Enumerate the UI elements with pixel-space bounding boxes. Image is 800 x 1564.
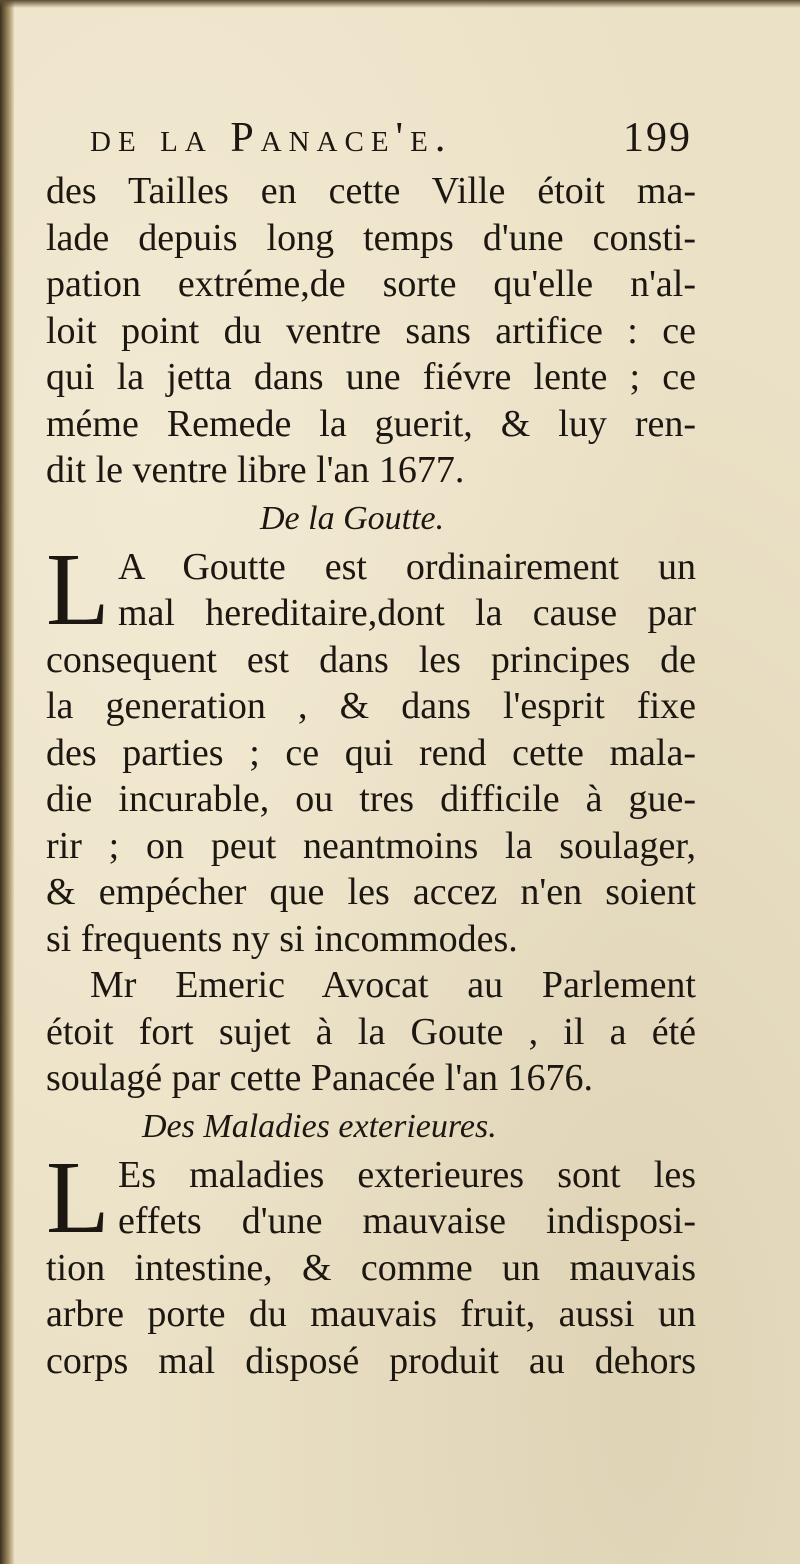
text-line: étoit fort sujet à la Goute , il a été [46,1010,696,1053]
text-line: corps mal disposé produit au dehors [46,1339,696,1382]
goutte-example-paragraph [46,962,696,1102]
text-line: pation extréme,de sorte qu'elle n'al- [46,263,696,305]
text-line: & empécher que les accez n'en soient [46,871,696,913]
section-title-maladies-exterieures: Des Maladies exterieures. [142,1107,497,1145]
text-line: die incurable, ou tres difficile à gue- [46,778,696,820]
page-top-edge [0,0,800,8]
text-line: A Goutte est ordinairement un [118,545,696,588]
drop-cap: L [46,1139,110,1255]
text-line: loit point du ventre sans artifice : ce [46,309,696,352]
text-line: rir ; on peut neantmoins la soulager, [46,824,696,867]
text-line: soulagé par cette Panacée l'an 1676. [46,1057,594,1099]
page-text-block [46,108,696,1384]
section-title-goutte: De la Goutte. [260,499,445,537]
text-line: des Tailles en cette Ville étoit ma- [46,170,696,212]
text-line: des parties ; ce qui rend cette mala- [46,731,696,774]
page-number: 199 [623,115,692,161]
text-line: tion intestine, & comme un mauvais [46,1246,696,1289]
book-gutter [0,0,14,1564]
text-line: arbre porte du mauvais fruit, aussi un [46,1293,696,1335]
maladies-paragraph [46,1139,696,1385]
text-line: méme Remede la guerit, & luy ren- [46,402,696,445]
drop-cap: L [46,531,110,647]
text-line: Es maladies exterieures sont les [118,1153,696,1196]
text-line: la generation , & dans l'esprit fixe [46,685,696,727]
running-header [46,108,696,168]
text-line: lade depuis long temps d'une consti- [46,216,696,259]
text-line: consequent est dans les principes de [46,638,696,681]
goutte-paragraph [46,531,696,963]
text-line: dit le ventre libre l'an 1677. [46,449,465,491]
text-line: si frequents ny si incommodes. [46,917,518,960]
text-line: Mr Emeric Avocat au Parlement [90,964,696,1006]
running-title: de la Panace'e. [90,115,453,161]
text-line: effets d'une mauvaise indisposi- [118,1200,696,1242]
text-line: mal hereditaire,dont la cause par [118,592,696,634]
intro-paragraph [46,168,696,494]
text-line: qui la jetta dans une fiévre lente ; ce [46,356,696,398]
